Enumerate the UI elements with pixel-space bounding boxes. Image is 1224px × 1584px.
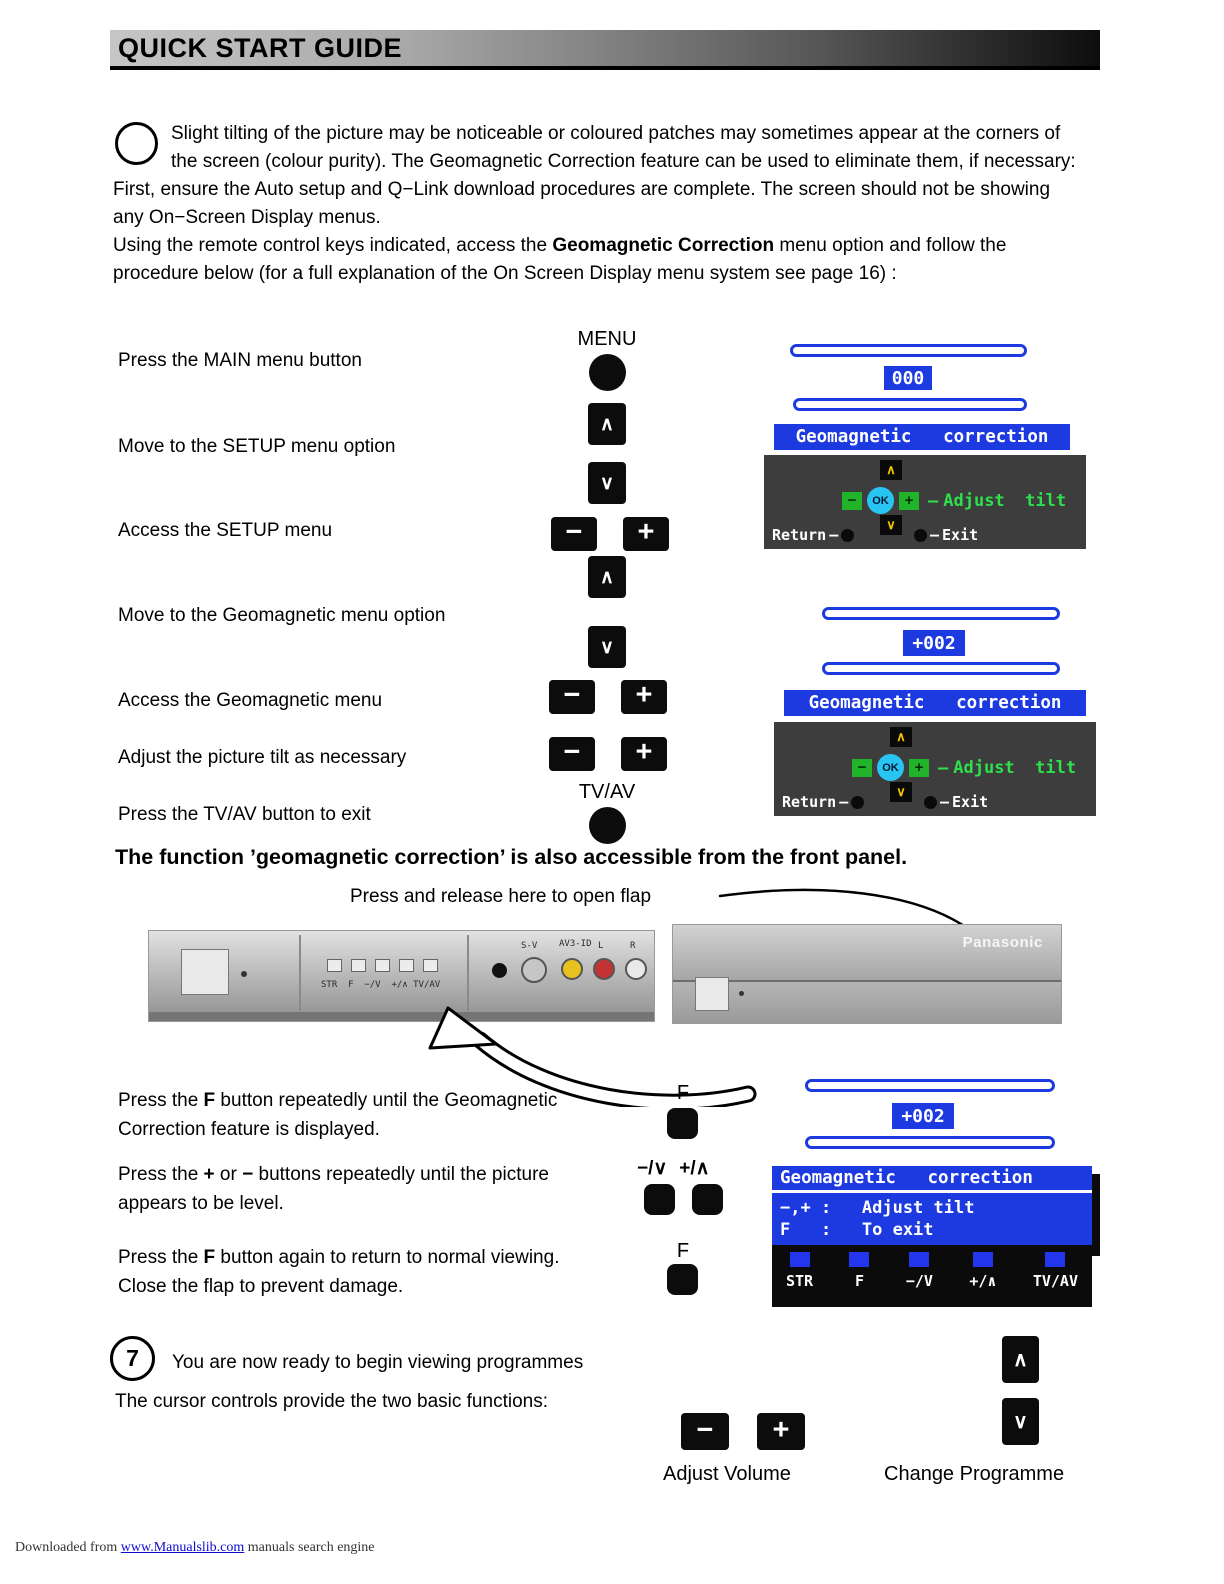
osd-bar xyxy=(790,344,1027,357)
osd-plus-key-icon: + xyxy=(899,492,919,510)
osd-menu-row-adjust: −,+ : Adjust tilt xyxy=(780,1198,975,1218)
front-button-icon xyxy=(399,959,414,972)
osd-ok-key-icon: OK xyxy=(877,754,904,781)
panel-seam xyxy=(467,935,469,1011)
osd-return-dash: — xyxy=(839,793,849,811)
osd-exit-label: Exit xyxy=(952,793,989,811)
panel-step-2 xyxy=(118,1160,580,1218)
intro-para-3-pre: Using the remote control keys indicated, access the xyxy=(113,235,553,256)
plus-up-caption: +/∧ xyxy=(679,1158,710,1179)
change-programme-label: Change Programme xyxy=(884,1463,1065,1485)
osd-return-dot-icon xyxy=(841,529,854,542)
intro-para-3-post: menu option and follow the procedure below (for a full explanation of the On Screen Display menu system see page 16) : xyxy=(113,235,1007,284)
panel-button-col xyxy=(969,1252,996,1302)
r-label: R xyxy=(630,941,636,951)
osd-adjust-tilt-label: Adjust tilt xyxy=(953,757,1077,778)
panel-button-col xyxy=(849,1252,869,1302)
open-flap-note: Press and release here to open flap xyxy=(350,886,652,907)
osd-return-label-group xyxy=(782,793,864,811)
led-indicator-icon xyxy=(241,971,247,977)
panel-step-1-post: button repeatedly until the Geomagnetic Correction feature is displayed. xyxy=(118,1090,558,1140)
intro-para-1: Slight tilting of the picture may be noticeable or coloured patches may sometimes appear at the corners of the screen (colour purity). The Geomagnetic Correction feature can be used to eliminate them, if necessary: xyxy=(171,123,1076,172)
adjust-volume-label: Adjust Volume xyxy=(663,1463,791,1485)
osd-return-label: Return xyxy=(772,526,827,544)
step-access-geomagnetic: Access the Geomagnetic menu xyxy=(118,690,383,711)
osd-return-label-group xyxy=(772,526,854,544)
led-indicator-icon xyxy=(739,991,744,996)
osd-adjust-row xyxy=(842,487,1066,514)
osd-geomagnetic-title: Geomagnetic correction xyxy=(774,424,1070,450)
page-title: QUICK START GUIDE xyxy=(118,32,402,63)
osd-exit-label: Exit xyxy=(942,526,979,544)
osd-menu-body xyxy=(772,1193,1092,1248)
intro-para-3 xyxy=(113,232,1081,288)
panel-button-col xyxy=(1033,1252,1078,1302)
panel-button-label: STR xyxy=(786,1272,814,1290)
osd-bar xyxy=(805,1136,1055,1149)
panel-step-2-minus: − xyxy=(242,1164,254,1185)
step-7-badge xyxy=(110,1336,155,1381)
plus-key-icon: + xyxy=(623,517,669,551)
brand-logo: Panasonic xyxy=(962,934,1043,951)
osd-exit-dash: — xyxy=(930,526,940,544)
osd-bar xyxy=(822,662,1060,675)
page-title-bar xyxy=(110,30,1100,70)
front-button-icon xyxy=(375,959,390,972)
footer-prefix: Downloaded from xyxy=(15,1540,121,1555)
volume-plus-key-icon: + xyxy=(757,1413,805,1450)
f-key-caption: F xyxy=(676,1082,690,1104)
footer-watermark xyxy=(15,1540,375,1556)
panel-step-3-pre: Press the xyxy=(118,1247,204,1268)
blue-button-icon xyxy=(849,1252,869,1267)
osd-exit-dash: — xyxy=(940,793,950,811)
f-key-icon xyxy=(667,1264,698,1295)
l-label: L xyxy=(598,941,604,951)
rca-video-jack-icon xyxy=(561,958,583,980)
osd-adjust-tilt-dash: — xyxy=(928,490,939,511)
osd-value-plus002: +002 xyxy=(903,630,965,656)
osd-adjust-panel xyxy=(764,455,1086,549)
step-press-main-menu: Press the MAIN menu button xyxy=(118,350,362,371)
panel-step-1-pre: Press the xyxy=(118,1090,204,1111)
osd-adjust-tilt-label: Adjust tilt xyxy=(943,490,1067,511)
programme-down-key-icon: ∨ xyxy=(1002,1398,1039,1445)
minus-key-icon: − xyxy=(549,680,595,714)
front-panel-buttons-diagram xyxy=(772,1245,1092,1307)
panel-step-3-bold: F xyxy=(203,1247,216,1268)
front-button-icon xyxy=(351,959,366,972)
panel-button-label: −/V xyxy=(905,1272,933,1290)
panel-step-2-plus: + xyxy=(203,1164,215,1185)
panel-step-3-post: button again to return to normal viewing. Close the flap to prevent damage. xyxy=(118,1247,560,1297)
osd-geomagnetic-title: Geomagnetic correction xyxy=(784,690,1086,716)
step-adjust-tilt: Adjust the picture tilt as necessary xyxy=(118,747,407,768)
minus-plus-key-captions xyxy=(637,1157,710,1180)
panel-button-label: F xyxy=(854,1272,864,1290)
osd-value-plus002: +002 xyxy=(892,1103,954,1129)
panel-button-col xyxy=(906,1252,933,1302)
s-video-jack-icon xyxy=(521,957,547,983)
cursor-up-key-icon: ∧ xyxy=(588,403,626,445)
panel-step-1-bold: F xyxy=(203,1090,216,1111)
osd-bar xyxy=(793,398,1027,411)
osd-adjust-row xyxy=(852,754,1076,781)
blue-button-icon xyxy=(1045,1252,1065,1267)
panel-step-1 xyxy=(118,1086,580,1144)
footer-suffix: manuals search engine xyxy=(244,1540,375,1555)
programme-up-key-icon: ∧ xyxy=(1002,1336,1039,1383)
osd-down-key-icon: ∨ xyxy=(890,782,912,802)
f-key-caption: F xyxy=(676,1240,690,1262)
plus-key-icon: + xyxy=(621,680,667,714)
panel-step-3 xyxy=(118,1243,580,1301)
minus-down-caption: −/∨ xyxy=(637,1158,668,1179)
panel-step-2-mid: or xyxy=(214,1164,243,1185)
blue-button-icon xyxy=(909,1252,929,1267)
panel-button-label: +/∧ xyxy=(969,1272,997,1290)
step-access-setup: Access the SETUP menu xyxy=(118,520,333,541)
front-panel-buttons-row xyxy=(327,959,438,972)
headphone-jack-icon xyxy=(492,963,507,978)
plus-key-icon: + xyxy=(621,737,667,771)
intro-para-2: First, ensure the Auto setup and Q−Link download procedures are complete. The screen should not be showing any On−Screen Display menus. xyxy=(113,179,1051,228)
osd-plus-key-icon: + xyxy=(909,759,929,777)
osd-return-dash: — xyxy=(829,526,839,544)
panel-button-label: TV/AV xyxy=(1032,1272,1078,1290)
step-7-number: 7 xyxy=(126,1345,139,1371)
intro-block xyxy=(113,120,1081,288)
menu-key-icon xyxy=(589,354,626,391)
plus-up-key-icon xyxy=(692,1184,723,1215)
panel-step-2-post: buttons repeatedly until the picture appears to be level. xyxy=(118,1164,549,1214)
intro-para-3-bold: Geomagnetic Correction xyxy=(552,235,775,256)
osd-minus-key-icon: − xyxy=(852,759,872,777)
step-move-geomagnetic: Move to the Geomagnetic menu option xyxy=(118,605,446,626)
front-panel-heading: The function ’geomagnetic correction’ is also accessible from the front panel. xyxy=(115,845,908,869)
osd-return-dot-icon xyxy=(851,796,864,809)
osd-up-key-icon: ∧ xyxy=(880,460,902,480)
tvav-key-caption: TV/AV xyxy=(578,781,636,803)
cursor-up-key-icon: ∧ xyxy=(588,556,626,598)
volume-minus-key-icon: − xyxy=(681,1413,729,1450)
panel-seam xyxy=(299,935,301,1011)
cursor-down-key-icon: ∨ xyxy=(588,462,626,504)
front-panel-button-labels: STR F −/V +/∧ TV/AV xyxy=(321,980,441,990)
cursor-down-key-icon: ∨ xyxy=(588,626,626,668)
blue-button-icon xyxy=(973,1252,993,1267)
osd-adjust-panel xyxy=(774,722,1096,816)
osd-geomagnetic-menu xyxy=(772,1166,1092,1248)
osd-down-key-icon: ∨ xyxy=(880,515,902,535)
power-button-icon xyxy=(181,949,229,995)
menu-key-caption: MENU xyxy=(577,328,637,350)
note-circle-icon xyxy=(115,122,158,165)
osd-exit-label-group xyxy=(924,793,988,811)
osd-exit-label-group xyxy=(914,526,978,544)
minus-key-icon: − xyxy=(549,737,595,771)
tvav-key-icon xyxy=(589,807,626,844)
osd-up-key-icon: ∧ xyxy=(890,727,912,747)
osd-ok-key-icon: OK xyxy=(867,487,894,514)
front-button-icon xyxy=(423,959,438,972)
cursor-controls-text: The cursor controls provide the two basic functions: xyxy=(115,1391,548,1412)
osd-geomagnetic-title: Geomagnetic correction xyxy=(772,1166,1092,1193)
ready-text: You are now ready to begin viewing programmes xyxy=(172,1352,584,1373)
step-move-setup: Move to the SETUP menu option xyxy=(118,436,396,457)
osd-bar xyxy=(805,1079,1055,1092)
rca-audio-right-jack-icon xyxy=(593,958,615,980)
osd-bar xyxy=(822,607,1060,620)
front-button-icon xyxy=(327,959,342,972)
osd-value-000: 000 xyxy=(884,366,932,390)
step-press-tvav: Press the TV/AV button to exit xyxy=(118,804,371,825)
f-key-icon xyxy=(667,1108,698,1139)
osd-exit-dot-icon xyxy=(924,796,937,809)
osd-menu-row-exit: F : To exit xyxy=(780,1220,934,1240)
minus-down-key-icon xyxy=(644,1184,675,1215)
panel-step-2-pre: Press the xyxy=(118,1164,204,1185)
osd-exit-dot-icon xyxy=(914,529,927,542)
osd-minus-key-icon: − xyxy=(842,492,862,510)
panel-button-col xyxy=(786,1252,813,1302)
rca-audio-left-jack-icon xyxy=(625,958,647,980)
av3-label: AV3-ID xyxy=(559,939,592,949)
osd-adjust-tilt-dash: — xyxy=(938,757,949,778)
sv-label: S-V xyxy=(521,941,538,951)
osd-return-label: Return xyxy=(782,793,837,811)
minus-key-icon: − xyxy=(551,517,597,551)
manualslib-link[interactable]: www.Manualslib.com xyxy=(120,1540,245,1555)
blue-button-icon xyxy=(790,1252,810,1267)
